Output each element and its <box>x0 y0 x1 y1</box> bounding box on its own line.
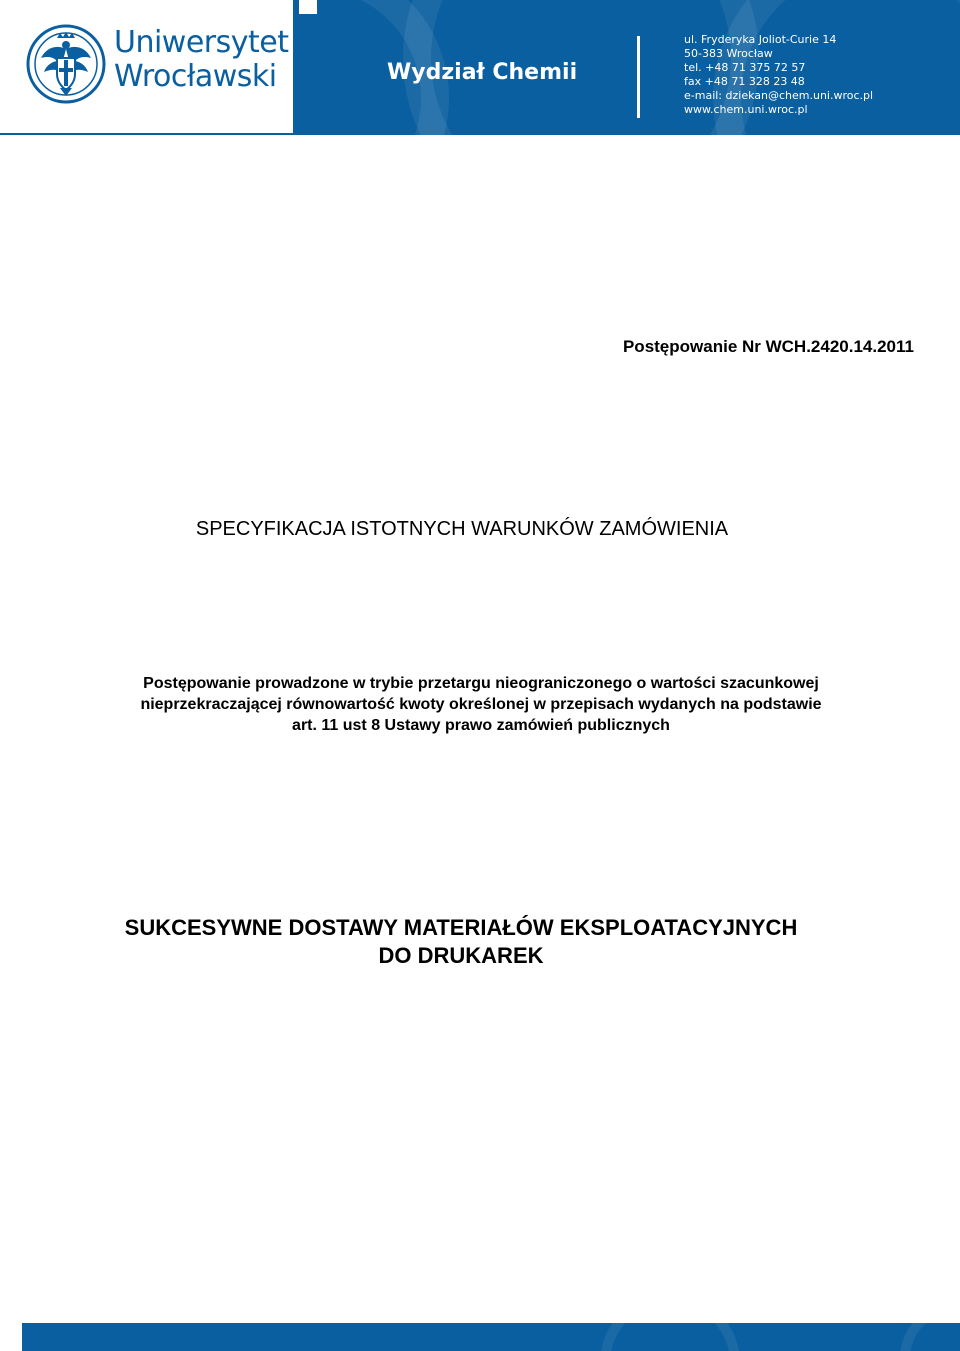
header-bottom-rule <box>0 133 293 135</box>
contact-phone: tel. +48 71 375 72 57 <box>684 61 806 74</box>
letterhead-logo-area <box>0 0 293 135</box>
document-title: SPECYFIKACJA ISTOTNYCH WARUNKÓW ZAMÓWIENIA <box>195 518 729 540</box>
university-name-line2: Wrocławski <box>114 59 277 94</box>
contact-postal: 50-383 Wrocław <box>684 47 773 60</box>
procedure-description <box>68 673 894 736</box>
contact-address: ul. Fryderyka Joliot-Curie 14 <box>684 33 837 46</box>
university-name <box>114 26 289 94</box>
letterhead <box>0 0 960 135</box>
faculty-name: Wydział Chemii <box>387 60 578 85</box>
contact-www: www.chem.uni.wroc.pl <box>684 103 808 116</box>
university-eagle-emblem-icon <box>26 24 106 104</box>
decorative-arc <box>900 1323 960 1351</box>
procedure-description-line: art. 11 ust 8 Ustawy prawo zamówień publicznych <box>292 717 670 734</box>
footer-left-margin <box>0 1323 22 1351</box>
order-subject-line: DO DRUKAREK <box>378 943 544 968</box>
header-divider <box>637 36 640 118</box>
procedure-description-line: Postępowanie prowadzone w trybie przetargu nieograniczonego o wartości szacunkowej <box>143 675 819 692</box>
decorative-arc <box>600 1323 740 1351</box>
procedure-description-line: nieprzekraczającej równowartość kwoty określonej w przepisach wydanych na podstawie <box>140 696 822 713</box>
university-name-line1: Uniwersytet <box>114 25 289 60</box>
footer-band <box>0 1323 960 1351</box>
contact-email: e-mail: dziekan@chem.uni.wroc.pl <box>684 89 874 102</box>
contact-fax: fax +48 71 328 23 48 <box>684 75 805 88</box>
order-subject-line: SUKCESYWNE DOSTAWY MATERIAŁÓW EKSPLOATACYJNYCH <box>124 915 798 940</box>
header-tab-notch <box>299 0 317 14</box>
contact-block <box>684 33 873 117</box>
procedure-number: Postępowanie Nr WCH.2420.14.2011 <box>622 337 914 356</box>
order-subject <box>0 914 922 970</box>
